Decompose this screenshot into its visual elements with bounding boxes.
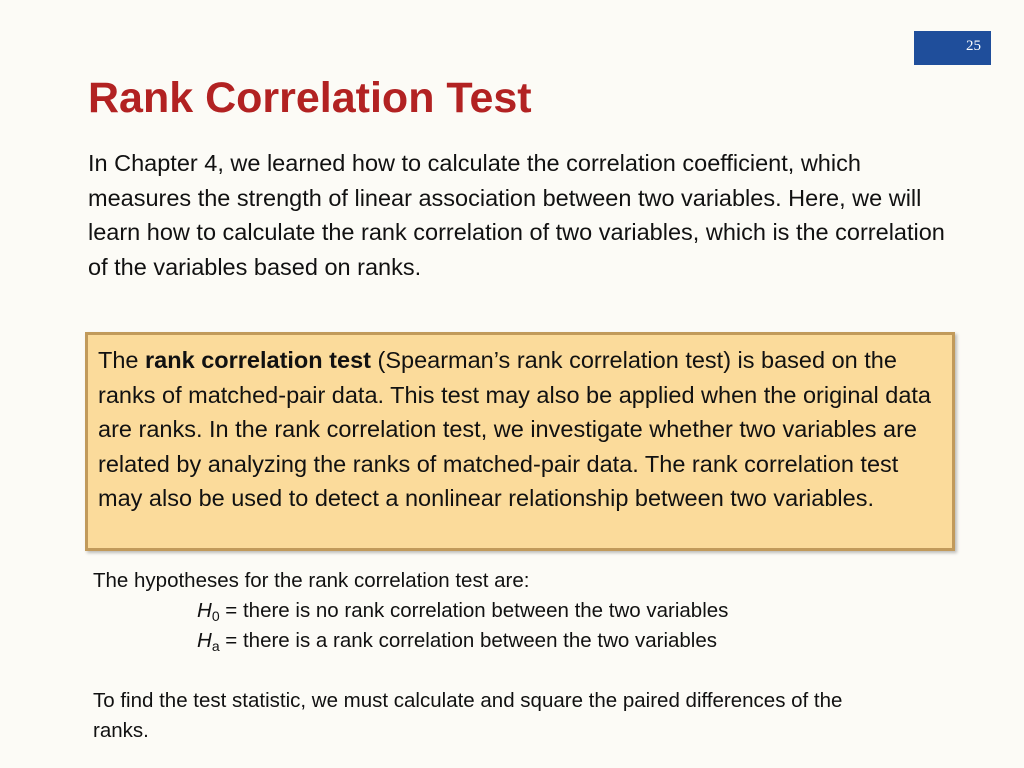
null-hypothesis — [93, 596, 953, 626]
page-number-badge — [914, 31, 991, 65]
alternative-hypothesis-symbol: H — [197, 629, 212, 652]
slide-title: Rank Correlation Test — [88, 74, 532, 122]
alternative-hypothesis-text: = there is a rank correlation between the two variables — [219, 629, 718, 652]
closing-paragraph: To find the test statistic, we must calculate and square the paired differences of the ranks. — [93, 689, 843, 742]
definition-box — [85, 332, 955, 551]
alternative-hypothesis — [93, 626, 953, 656]
definition-term: rank correlation test — [145, 347, 371, 373]
alternative-hypothesis-subscript: a — [211, 638, 220, 654]
null-hypothesis-subscript: 0 — [211, 608, 220, 624]
intro-paragraph: In Chapter 4, we learned how to calculate the correlation coefficient, which measures the strength of linear association between two variables. Here, we will learn how to calculate the rank correlation of two variables, which is the correlation of the variables based on ranks. — [88, 150, 945, 280]
definition-lead: The — [98, 347, 146, 373]
hypotheses-section — [93, 566, 953, 656]
definition-body: (Spearman’s rank correlation test) is based on the ranks of matched-pair data. This test may also be applied when the original data are ranks. In the rank correlation test, we investigate whether two variables are related by analyzing the ranks of matched-pair data. The rank correlation test may also be used to detect a nonlinear relationship between two variables. — [98, 347, 931, 511]
null-hypothesis-symbol: H — [197, 599, 212, 622]
page-number: 25 — [966, 38, 981, 54]
null-hypothesis-text: = there is no rank correlation between the two variables — [219, 599, 729, 622]
hypotheses-intro: The hypotheses for the rank correlation test are: — [93, 569, 530, 592]
